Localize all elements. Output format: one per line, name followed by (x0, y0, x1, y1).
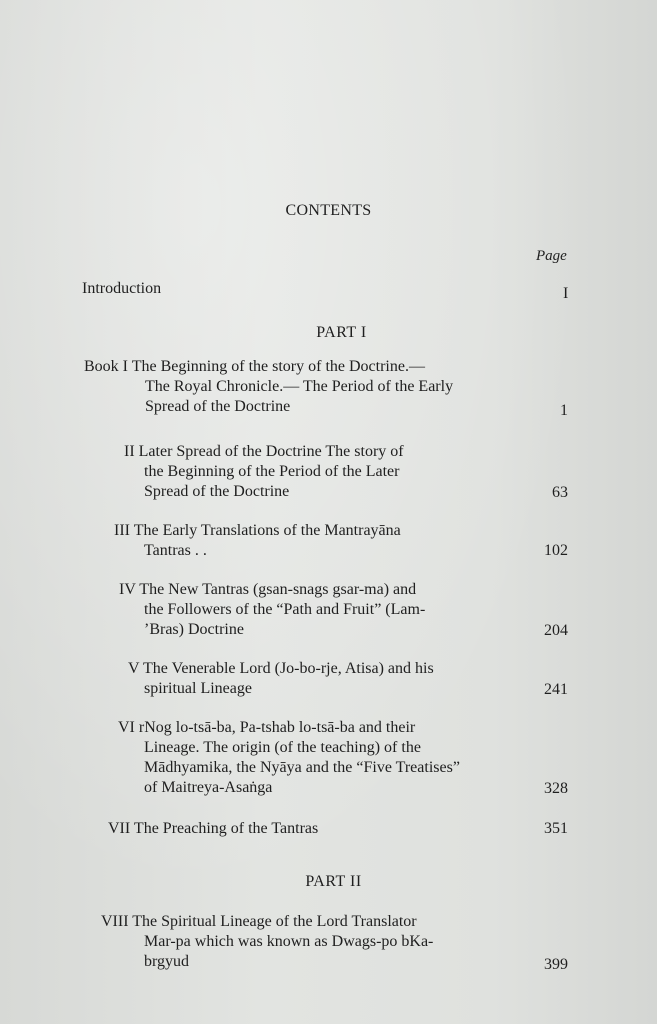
toc-page-number: 204 (544, 622, 568, 639)
toc-entry-line: Lineage. The origin (of the teaching) of the (144, 739, 421, 756)
toc-entry-line: Spread of the Doctrine (145, 398, 291, 415)
toc-entry-line: III The Early Translations of the Mantrayāna (114, 522, 401, 539)
toc-entry-line: VII The Preaching of the Tantras (108, 820, 319, 837)
toc-page-number: 102 (544, 542, 568, 559)
contents-title: CONTENTS (285, 202, 372, 219)
toc-entry-line: Tantras . . (144, 542, 207, 559)
toc-entry-line: VI rNog lo-tsā-ba, Pa-tshab lo-tsā-ba and their (118, 719, 416, 736)
toc-entry-line: of Maitreya-Asaṅga (144, 779, 273, 796)
toc-entry-line: Spread of the Doctrine (144, 483, 290, 500)
toc-page-number: 328 (544, 780, 568, 797)
toc-page-number: 1 (560, 402, 568, 419)
toc-entry-line: Mādhyamika, the Nyāya and the “Five Treatises” (144, 759, 460, 776)
toc-page-number: 63 (552, 484, 568, 501)
toc-entry-book-3 (114, 521, 514, 561)
part-one-heading: PART I (316, 324, 367, 341)
toc-entry-line: ’Bras) Doctrine (144, 621, 244, 638)
toc-entry-book-8 (101, 912, 511, 972)
introduction-label: Introduction (82, 280, 162, 297)
toc-entry-book-6 (118, 718, 512, 798)
toc-entry-book-2 (124, 442, 512, 502)
toc-entry-line: spiritual Lineage (144, 680, 252, 697)
toc-entry-book-4 (119, 580, 513, 640)
page-column-heading: Page (536, 248, 567, 264)
toc-entry-line: brgyud (144, 953, 190, 970)
toc-entry-line: IV The New Tantras (gsan-snags gsar-ma) and (119, 581, 417, 598)
toc-entry-line: II Later Spread of the Doctrine The story of (124, 443, 404, 460)
toc-entry-line: Book I The Beginning of the story of the Doctrine.— (84, 358, 425, 375)
toc-entry-line: Mar-pa which was known as Dwags-po bKa- (144, 933, 434, 950)
toc-entry-line: the Followers of the “Path and Fruit” (Lam- (144, 601, 426, 618)
toc-page-number: 351 (544, 820, 568, 837)
part-two-heading: PART II (305, 873, 362, 890)
toc-entry-line: VIII The Spiritual Lineage of the Lord Translator (101, 913, 417, 930)
toc-page-number: 241 (544, 681, 568, 698)
toc-entry-line: V The Venerable Lord (Jo-bo-rje, Atisa) and his (128, 660, 434, 677)
introduction-page-number: I (563, 285, 569, 302)
toc-entry-line: The Royal Chronicle.— The Period of the Early (145, 378, 454, 395)
toc-entry-book-7 (108, 819, 508, 839)
toc-entry-line: the Beginning of the Period of the Later (144, 463, 400, 480)
toc-entry-book-5 (128, 659, 514, 699)
toc-page-number: 399 (544, 956, 568, 973)
toc-entry-book-1 (84, 357, 510, 417)
